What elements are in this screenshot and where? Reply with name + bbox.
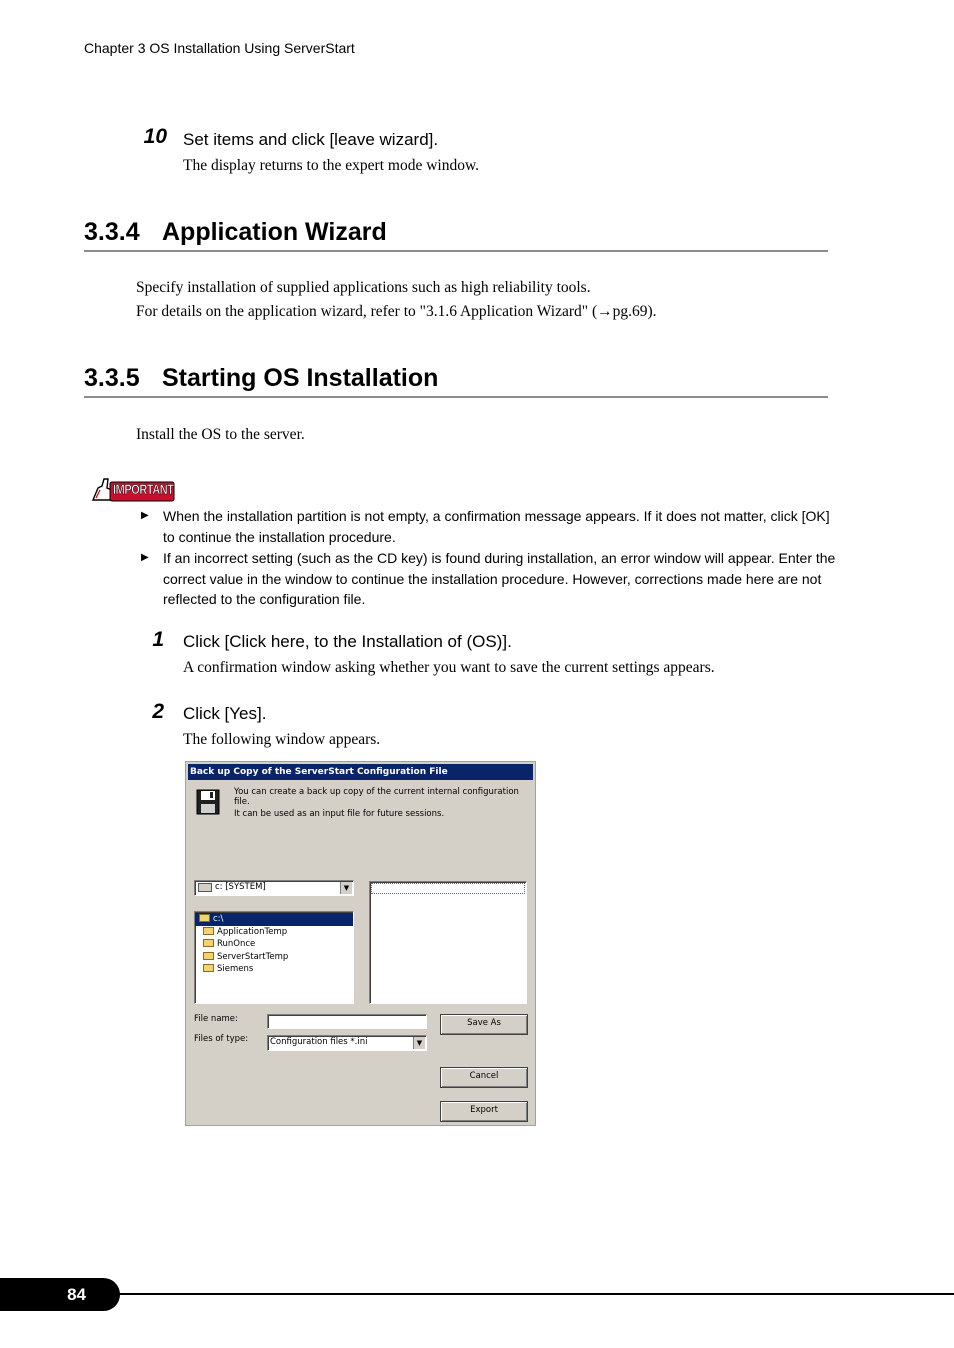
page-number: 84 (0, 1278, 120, 1311)
folder-item[interactable]: c:\ (195, 913, 353, 926)
export-button[interactable]: Export (440, 1101, 528, 1122)
paragraph-cross-reference: For details on the application wizard, refer to "3.1.6 Application Wizard" (→pg.69). (136, 303, 657, 320)
step-title: Set items and click [leave wizard]. (183, 130, 439, 149)
chevron-down-icon[interactable]: ▼ (413, 1037, 425, 1049)
cancel-button[interactable]: Cancel (440, 1067, 528, 1088)
step-text: A confirmation window asking whether you want to save the current settings appears. (183, 659, 715, 676)
file-name-label: File name: (194, 1014, 238, 1024)
important-badge (90, 476, 176, 503)
step-text: The following window appears. (183, 731, 381, 748)
triangle-bullet-icon: ▶ (141, 510, 149, 521)
section-title: Application Wizard (162, 218, 387, 246)
folder-icon (203, 927, 214, 935)
step-number: 10 (143, 125, 167, 148)
folder-icon (203, 952, 214, 960)
folder-item[interactable]: Siemens (195, 963, 353, 976)
step-text: The display returns to the expert mode window. (183, 157, 480, 174)
list-item: ▶ If an incorrect setting (such as the CD key) is found during installation, an error window will appear. Enter the correct value in the window to continue the installation procedure. However, corrections made here are not reflected to the configuration file. (141, 550, 836, 607)
important-list (136, 506, 836, 611)
step-number: 2 (152, 700, 164, 723)
files-of-type-label: Files of type: (194, 1034, 249, 1044)
file-name-input[interactable] (267, 1014, 427, 1029)
backup-config-dialog (185, 761, 536, 1126)
folder-item[interactable]: ServerStartTemp (195, 951, 353, 964)
paragraph: Specify installation of supplied applications such as high reliability tools. (136, 279, 591, 296)
triangle-bullet-icon: ▶ (141, 552, 149, 563)
folder-icon (203, 964, 214, 972)
drive-select-value: c: [SYSTEM] (215, 882, 266, 892)
section-number: 3.3.5 (84, 364, 140, 392)
floppy-disk-icon (196, 789, 220, 815)
open-folder-icon (199, 914, 210, 922)
files-of-type-value: Configuration files *.ini (270, 1037, 368, 1047)
dialog-titlebar[interactable]: Back up Copy of the ServerStart Configuration File (188, 764, 533, 780)
section-number: 3.3.4 (84, 218, 140, 246)
section-heading-3-3-4 (84, 218, 828, 252)
folder-item[interactable]: RunOnce (195, 938, 353, 951)
folder-list[interactable] (194, 911, 354, 1004)
files-of-type-select[interactable] (267, 1035, 427, 1051)
drive-select[interactable] (194, 880, 354, 896)
drive-icon (198, 883, 212, 892)
dialog-message-line2: It can be used as an input file for future sessions. (234, 809, 445, 819)
step-title: Click [Yes]. (183, 704, 267, 723)
important-label: IMPORTANT (113, 481, 174, 497)
folder-item[interactable]: ApplicationTemp (195, 926, 353, 939)
list-item: ▶ When the installation partition is not empty, a confirmation message appears. If it does not matter, click [OK] to continue the installation procedure. (141, 508, 830, 545)
running-header: Chapter 3 OS Installation Using ServerStart (84, 40, 355, 56)
section-heading-3-3-5 (84, 364, 828, 398)
chevron-down-icon[interactable]: ▼ (340, 882, 352, 894)
save-as-button[interactable]: Save As (440, 1014, 528, 1035)
step-number: 1 (152, 628, 164, 651)
file-list-focus (371, 883, 525, 894)
step-title: Click [Click here, to the Installation of (OS)]. (183, 632, 512, 651)
paragraph: Install the OS to the server. (136, 426, 305, 443)
file-list[interactable] (369, 881, 527, 1004)
dialog-message-line1: You can create a back up copy of the current internal configuration file. (234, 787, 519, 807)
section-title: Starting OS Installation (162, 364, 439, 392)
folder-icon (203, 939, 214, 947)
footer-rule (110, 1293, 954, 1295)
